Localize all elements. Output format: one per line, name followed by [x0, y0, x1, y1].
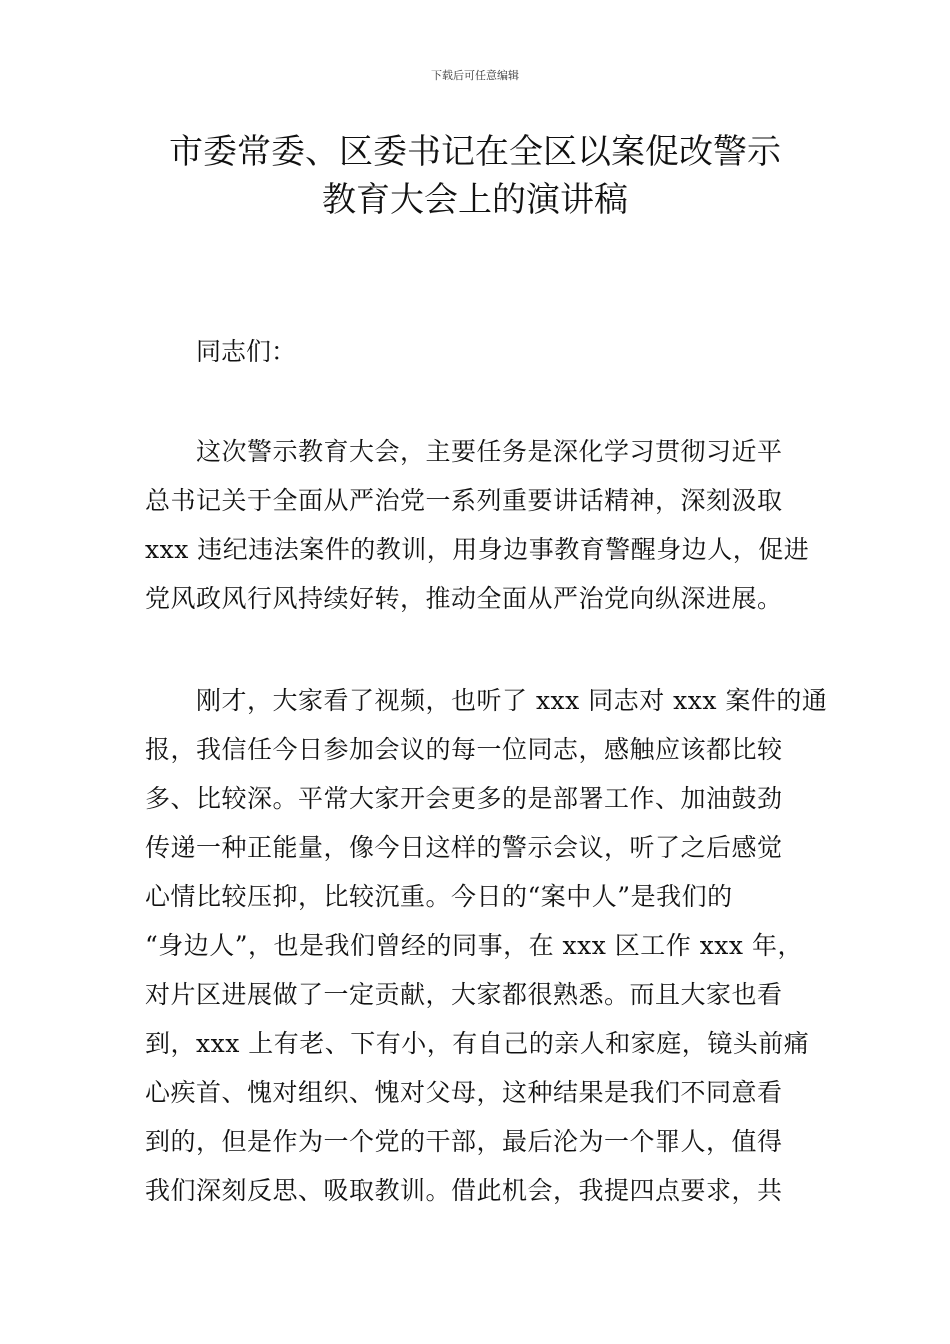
- paragraph-1: [145, 427, 813, 623]
- paragraph-line: 传递一种正能量，像今日这样的警示会议，听了之后感觉: [145, 833, 783, 862]
- paragraph-line: 心疾首、愧对组织、愧对父母，这种结果是我们不同意看: [145, 1078, 783, 1107]
- paragraph-line: 到的，但是作为一个党的干部，最后沦为一个罪人，值得: [145, 1127, 783, 1156]
- paragraph-line: 这次警示教育大会，主要任务是深化学习贯彻习近平: [196, 437, 783, 466]
- document-title: [130, 128, 820, 224]
- paragraph-line: 多、比较深。平常大家开会更多的是部署工作、加油鼓劲: [145, 784, 783, 813]
- paragraph-line: 党风政风行风持续好转，推动全面从严治党向纵深进展。: [145, 584, 783, 613]
- header-note: 下载后可任意编辑: [431, 69, 519, 82]
- salutation: 同志们：: [196, 337, 297, 366]
- paragraph-line: “身边人”，也是我们曾经的同事，在 xxx 区工作 xxx 年，: [145, 931, 803, 960]
- paragraph-line: 对片区进展做了一定贡献，大家都很熟悉。而且大家也看: [145, 980, 783, 1009]
- title-line-1: 市委常委、区委书记在全区以案促改警示: [169, 132, 781, 172]
- paragraph-line: 刚才，大家看了视频，也听了 xxx 同志对 xxx 案件的通: [196, 686, 828, 715]
- title-line-2: 教育大会上的演讲稿: [322, 180, 628, 220]
- paragraph-2: [145, 676, 828, 1215]
- paragraph-line: 总书记关于全面从严治党一系列重要讲话精神，深刻汲取: [145, 486, 783, 515]
- paragraph-line: 到，xxx 上有老、下有小，有自己的亲人和家庭，镜头前痛: [145, 1029, 810, 1058]
- paragraph-line: 我们深刻反思、吸取教训。借此机会，我提四点要求，共: [145, 1176, 783, 1205]
- paragraph-line: xxx 违纪违法案件的教训，用身边事教育警醒身边人，促进: [145, 535, 810, 564]
- paragraph-line: 报，我信任今日参加会议的每一位同志，感触应该都比较: [145, 735, 783, 764]
- paragraph-line: 心情比较压抑，比较沉重。今日的“案中人”是我们的: [145, 882, 733, 911]
